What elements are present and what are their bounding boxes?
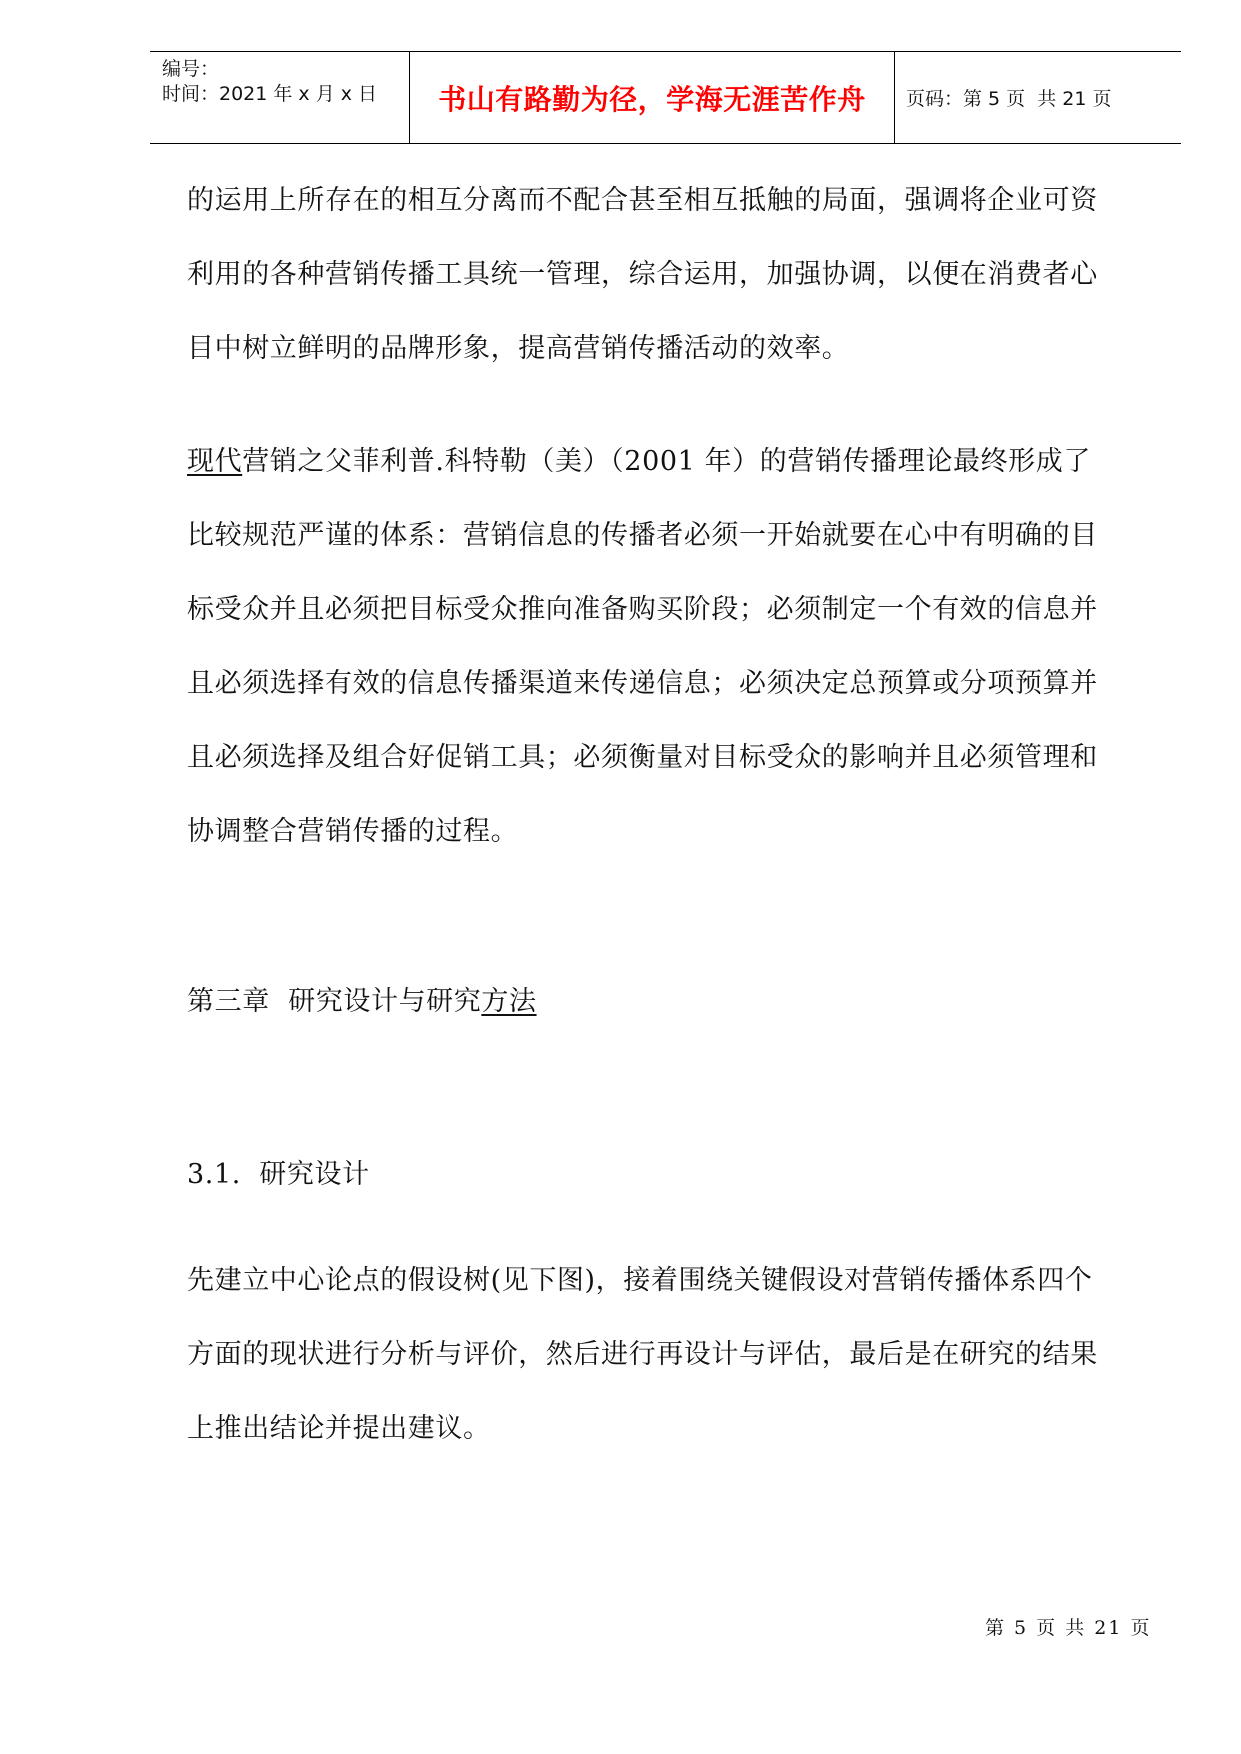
header-page-info: 页码：第 5 页 共 21 页 (906, 88, 1112, 110)
chapter-heading-text: 第三章 研究设计与研究 (187, 986, 482, 1017)
paragraph-line: 上推出结论并提出建议。 (187, 1413, 491, 1444)
body-paragraph (187, 1244, 1147, 1466)
paragraph-line: 利用的各种营销传播工具统一管理，综合运用，加强协调，以便在消费者心 (187, 259, 1098, 290)
paragraph-line: 协调整合营销传播的过程。 (187, 816, 519, 847)
page-header (150, 51, 1181, 144)
document-number-label: 编号： (162, 58, 220, 80)
page-footer: 第 5 页 共 21 页 (985, 1617, 1152, 1639)
header-divider (894, 52, 895, 143)
paragraph-line (187, 425, 1147, 499)
underlined-term: 现代 (187, 446, 243, 477)
body-paragraph (187, 164, 1147, 386)
paragraph-line: 先建立中心论点的假设树(见下图)，接着围绕关键假设对营销传播体系四个 (187, 1265, 1093, 1296)
body-paragraph (187, 425, 1147, 869)
paragraph-text: 营销之父菲利普.科特勒（美）（2001 年）的营销传播理论最终形成了 (242, 446, 1091, 477)
chapter-heading-underlined: 方法 (481, 986, 537, 1017)
paragraph-line: 且必须选择有效的信息传播渠道来传递信息；必须决定总预算或分项预算并 (187, 668, 1098, 699)
paragraph-line: 比较规范严谨的体系：营销信息的传播者必须一开始就要在心中有明确的目 (187, 520, 1098, 551)
document-date: 时间：2021 年 x 月 x 日 (162, 83, 378, 105)
paragraph-line: 的运用上所存在的相互分离而不配合甚至相互抵触的局面，强调将企业可资 (187, 185, 1098, 216)
paragraph-line: 且必须选择及组合好促销工具；必须衡量对目标受众的影响并且必须管理和 (187, 742, 1098, 773)
paragraph-line: 方面的现状进行分析与评价，然后进行再设计与评估，最后是在研究的结果 (187, 1339, 1098, 1370)
header-meta (160, 52, 418, 143)
paragraph-line: 标受众并且必须把目标受众推向准备购买阶段；必须制定一个有效的信息并 (187, 594, 1098, 625)
chapter-heading (187, 982, 537, 1022)
paragraph-line: 目中树立鲜明的品牌形象，提高营销传播活动的效率。 (187, 333, 850, 364)
section-heading: 3.1. 研究设计 (187, 1159, 370, 1190)
header-motto: 书山有路勤为径，学海无涯苦作舟 (438, 82, 866, 116)
